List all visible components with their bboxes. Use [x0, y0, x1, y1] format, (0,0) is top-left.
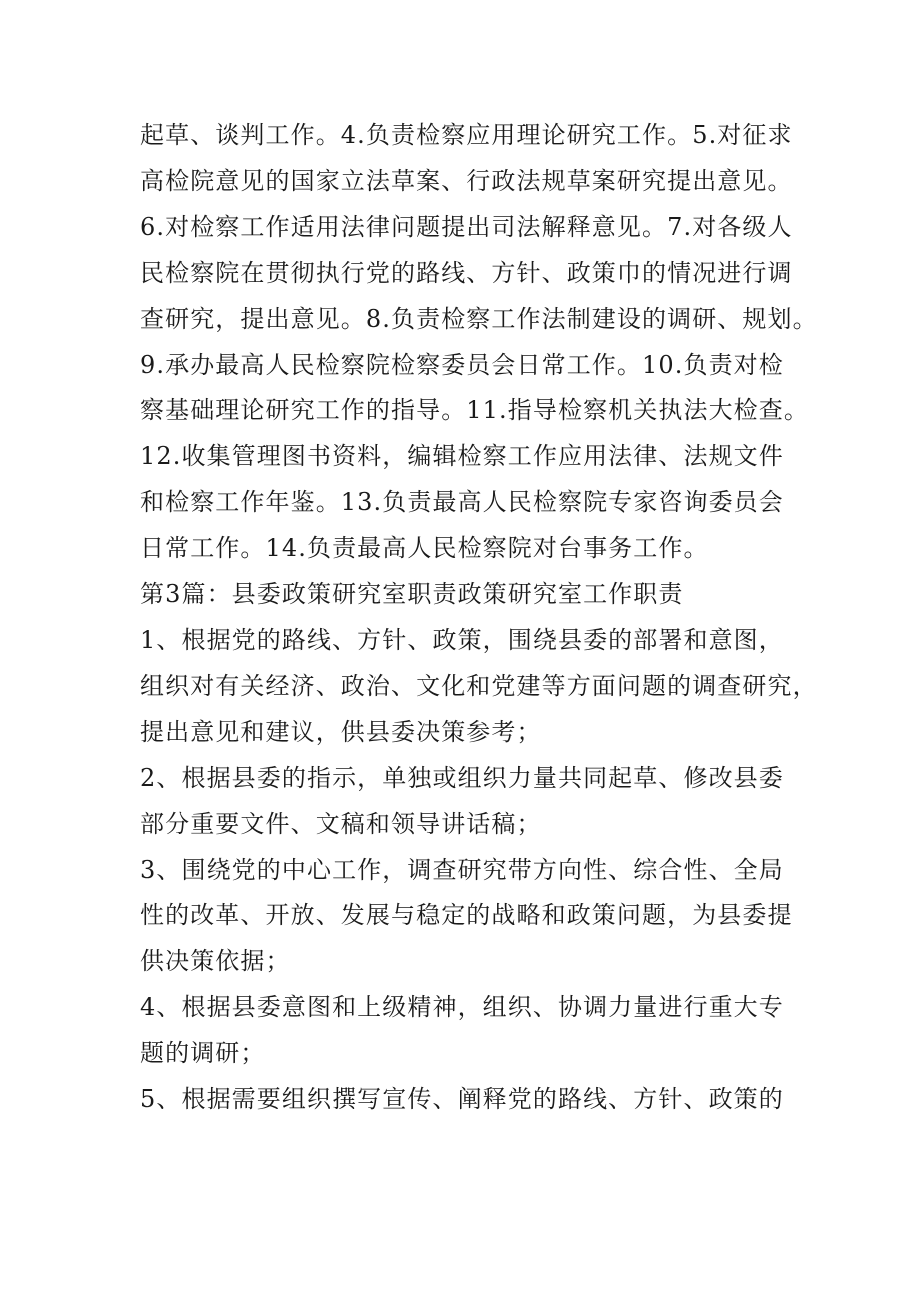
text-line: 4、根据县委意图和上级精神，组织、协调力量进行重大专	[140, 993, 784, 1022]
text-line: 5、根据需要组织撰写宣传、阐释党的路线、方针、政策的	[140, 1085, 784, 1114]
text-line: 性的改革、开放、发展与稳定的战略和政策问题，为县委提	[140, 901, 793, 930]
text-line: 供决策依据；	[140, 947, 291, 976]
text-line: 9.承办最高人民检察院检察委员会日常工作。10.负责对检	[140, 350, 784, 379]
text-line: 3、围绕党的中心工作，调查研究带方向性、综合性、全局	[140, 855, 784, 884]
text-line: 和检察工作年鉴。13.负责最高人民检察院专家咨询委员会	[140, 488, 784, 517]
text-line: 部分重要文件、文稿和领导讲话稿；	[140, 809, 542, 838]
text-line: 高检院意见的国家立法草案、行政法规草案研究提出意见。	[140, 166, 793, 195]
text-line: 1、根据党的路线、方针、政策，围绕县委的部署和意图，	[140, 625, 784, 654]
text-line: 提出意见和建议，供县委决策参考；	[140, 717, 542, 746]
text-line: 民检察院在贯彻执行党的路线、方针、政策巾的情况进行调	[140, 258, 793, 287]
text-line: 日常工作。14.负责最高人民检察院对台事务工作。	[140, 534, 709, 563]
text-line: 6.对检察工作适用法律问题提出司法解释意见。7.对各级人	[140, 212, 793, 241]
text-line: 题的调研；	[140, 1039, 266, 1068]
text-line: 组织对有关经济、政治、文化和党建等方面问题的调查研究，	[140, 671, 818, 700]
text-line: 12.收集管理图书资料，编辑检察工作应用法律、法规文件	[140, 442, 784, 471]
text-line: 查研究，提出意见。8.负责检察工作法制建设的调研、规划。	[140, 304, 818, 333]
text-line: 起草、谈判工作。4.负责检察应用理论研究工作。5.对征求	[140, 121, 793, 149]
text-line: 2、根据县委的指示，单独或组织力量共同起草、修改县委	[140, 763, 784, 792]
text-line: 察基础理论研究工作的指导。11.指导检察机关执法大检查。	[140, 396, 809, 425]
document-text	[140, 113, 818, 1123]
section-heading: 第3篇：县委政策研究室职责政策研究室工作职责	[140, 580, 684, 609]
